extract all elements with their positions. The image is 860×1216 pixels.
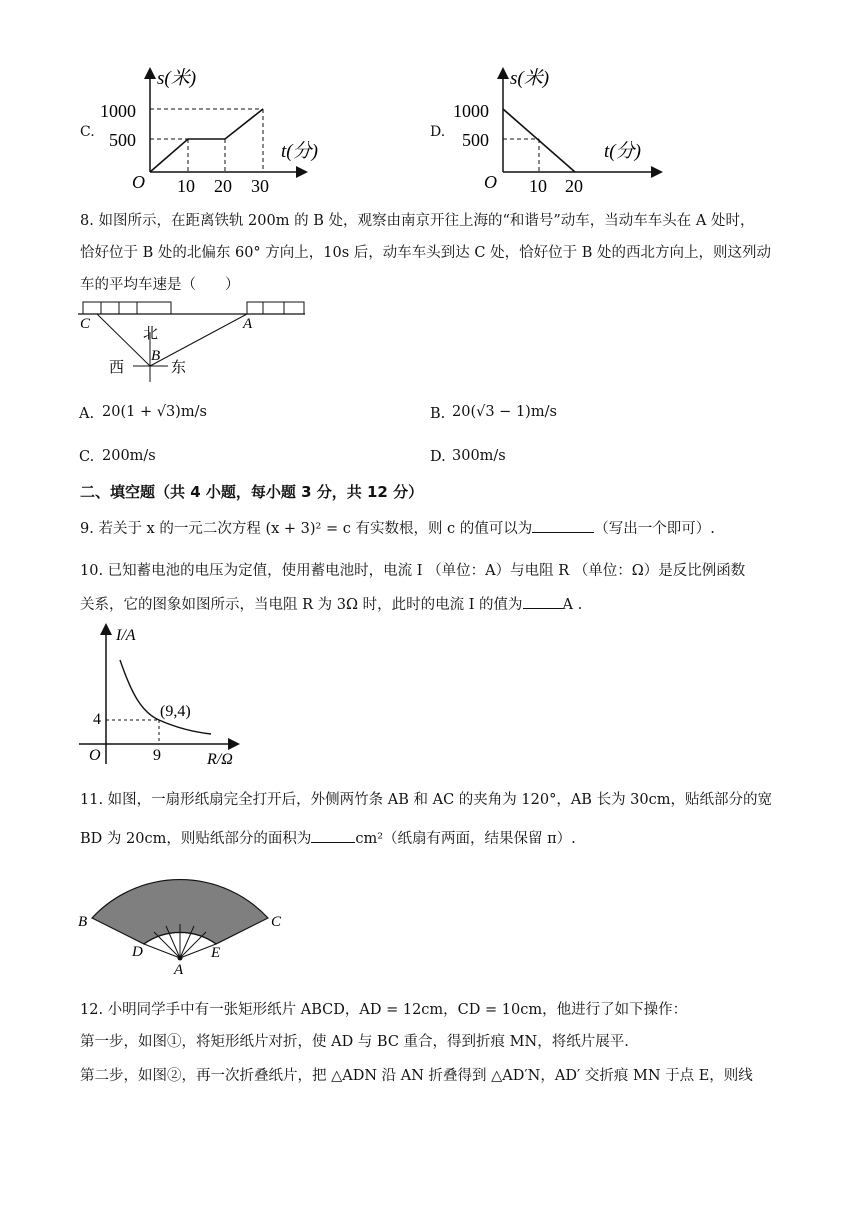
q10-point-label: (9,4): [160, 703, 191, 720]
d-y-tick-500: 500: [462, 130, 489, 150]
fig8-east: 东: [171, 360, 187, 376]
q8-option-d-text: 300m/s: [452, 448, 506, 464]
q9-before: 9. 若关于 x 的一元二次方程 (x + 3)² = c 有实数根，则 c 的值可以为: [80, 521, 533, 537]
q10-figure: [75, 618, 275, 770]
q8-line3: 车的平均车速是（ ）: [80, 277, 240, 293]
q8-option-a-text: 20(1 + √3)m/s: [102, 404, 207, 420]
c-x-tick-20: 20: [214, 176, 232, 196]
graph-option-d: [450, 62, 680, 202]
d-y-axis-label: s(米): [510, 68, 550, 89]
q10-line2: [80, 594, 582, 615]
c-x-tick-10: 10: [177, 176, 195, 196]
q11-line2-before: BD 为 20cm，则贴纸部分的面积为: [80, 831, 312, 847]
q8-option-d-letter: D.: [430, 449, 446, 465]
c-origin: O: [132, 172, 145, 192]
d-x-axis-label: t(分): [604, 141, 641, 162]
section-title: 二、填空题（共 4 小题，每小题 3 分，共 12 分）: [80, 483, 424, 501]
q8-figure: [75, 296, 315, 382]
fan-label-d: D: [132, 944, 143, 960]
q10-x-axis-label: R/Ω: [207, 751, 233, 768]
q11-fan-figure: [75, 860, 295, 980]
q10-origin: O: [89, 747, 101, 764]
q10-curve: [120, 660, 211, 734]
q8-option-b-letter: B.: [430, 406, 446, 422]
q12-line1: 12. 小明同学手中有一张矩形纸片 ABCD，AD = 12cm，CD = 10cm，他进行了如下操作：: [80, 1002, 688, 1018]
fig8-west: 西: [109, 360, 125, 376]
fan-label-c: C: [271, 914, 282, 930]
q10-line1: 10. 已知蓄电池的电压为定值，使用蓄电池时，电流 I （单位：A）与电阻 R （单位：Ω）是反比例函数: [80, 563, 746, 579]
q8-option-a-letter: A.: [79, 406, 95, 422]
d-y-tick-1000: 1000: [453, 101, 489, 121]
fig8-label-b: B: [151, 348, 161, 364]
c-graph-line: [150, 109, 263, 172]
fan-label-e: E: [211, 945, 221, 961]
fig8-label-a: A: [243, 316, 253, 332]
d-origin: O: [484, 172, 497, 192]
q10-line2-after: A .: [562, 597, 583, 613]
d-x-tick-20: 20: [565, 176, 583, 196]
graph-option-c: [95, 62, 345, 202]
q9-answer-blank[interactable]: [532, 518, 594, 533]
d-x-tick-10: 10: [529, 176, 547, 196]
c-y-tick-500: 500: [109, 130, 136, 150]
q8-line2: 恰好位于 B 处的北偏东 60° 方向上，10s 后，动车车头到达 C 处，恰好位于 B 处的西北方向上，则这列动: [80, 245, 771, 261]
q12-line3: 第二步，如图②，再一次折叠纸片，把 △ADN 沿 AN 折叠得到 △AD′N，AD′ 交折痕 MN 于点 E，则线: [80, 1068, 753, 1084]
q12-line2: 第一步，如图①，将矩形纸片对折，使 AD 与 BC 重合，得到折痕 MN，将纸片展平.: [80, 1034, 629, 1050]
q11-line2-after: cm²（纸扇有两面，结果保留 π）.: [355, 831, 576, 847]
q9-text: [80, 518, 715, 539]
q10-x-tick: 9: [153, 747, 161, 764]
q8-option-b-text: 20(√3 − 1)m/s: [452, 404, 557, 420]
c-x-axis-label: t(分): [281, 141, 318, 162]
fig8-north: 北: [143, 326, 159, 342]
q10-y-axis-label: I/A: [116, 627, 136, 644]
option-c-letter: C.: [80, 124, 95, 140]
option-d-letter: D.: [430, 124, 446, 140]
q9-after: （写出一个即可）.: [594, 521, 715, 537]
c-y-axis-label: s(米): [157, 68, 197, 89]
q8-line1: 8. 如图所示，在距离铁轨 200m 的 B 处，观察由南京开往上海的“和谐号”动车，当动车车头在 A 处时，: [80, 213, 755, 229]
q11-line2: [80, 828, 576, 849]
q8-option-c-text: 200m/s: [102, 448, 156, 464]
c-y-tick-1000: 1000: [100, 101, 136, 121]
q11-line1: 11. 如图，一扇形纸扇完全打开后，外侧两竹条 AB 和 AC 的夹角为 120°，AB 长为 30cm，贴纸部分的宽: [80, 792, 772, 808]
c-x-tick-30: 30: [251, 176, 269, 196]
fan-label-a: A: [174, 962, 184, 978]
q10-y-tick: 4: [93, 711, 101, 728]
q8-option-c-letter: C.: [79, 449, 95, 465]
q10-line2-before: 关系，它的图象如图所示，当电阻 R 为 3Ω 时，此时的电流 I 的值为: [80, 597, 523, 613]
fan-label-b: B: [78, 914, 88, 930]
q10-answer-blank[interactable]: [523, 594, 563, 609]
q11-answer-blank[interactable]: [311, 828, 355, 843]
fig8-label-c: C: [80, 316, 91, 332]
